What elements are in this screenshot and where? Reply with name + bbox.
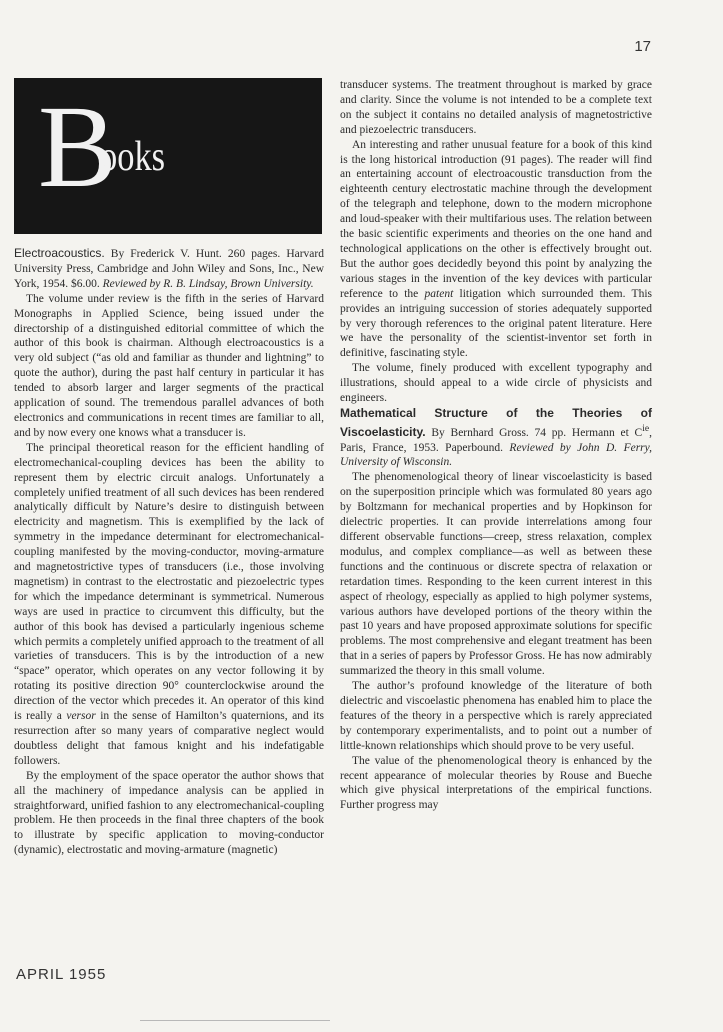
review2-reviewer: Reviewed by John D. Ferry, University of Wisconsin.: [340, 441, 652, 469]
review1-heading: [14, 246, 324, 292]
review2-meta: By Bernhard Gross. 74 pp. Hermann et C: [425, 426, 643, 439]
review1-paragraph: The volume, finely produced with excellent typography and illustrations, should appeal to a wide circle of physicists and engineers.: [340, 362, 652, 405]
page-number: 17: [634, 38, 651, 55]
review1-paragraph: The volume under review is the fifth in the series of Harvard Monographs in Applied Science, being issued under the directorship of a distinguished editorial committee of which the author of this book is chairman. Although electroacoustics is a very old subject (“as old and familiar as thunder and lightning” to quote the author), during the past half century in particular it has tended to absorb larger and larger segments of the practical application of sound. The tremendous parallel advances of both electronics and communications in recent times are familiar to all, and by now every one knows what a transducer is.: [14, 292, 324, 439]
section-title-rest: ooks: [100, 134, 166, 180]
section-initial-letter: B: [38, 81, 117, 212]
review1-paragraph: The principal theoretical reason for the efficient handling of electromechanical-coupling devices has been the ability to represent them by electric circuit analogs. Unfortunately a completely unified treatment of all such devices has been rendered analytically difficult by Nature’s desire to distinguish between electricity and magnetism. This is exemplified by the lack of symmetry in the impedance determinant for electromechanical-coupling manifested by the moving-conductor, moving-armature and magnetostrictive types of transducers (i.e., those involving magnetism) in contrast to the electrostatic and piezoelectric types for which the impedance determinant is symmetrical. Numerous ways are used in practice to circumvent this difficulty, but the author of this book has devised a particularly ingenious scheme which permits a completely unified approach to the treatment of all varieties of transducers. This is by the introduction of a new “space” operator, which operates on any vector following it by rotating its positive direction 90° counterclockwise around the direction of the vector which precedes it. An operator of this kind is really a versor in the sense of Hamilton’s quaternions, and its resurrection after so many years of comparative neglect would doubtless delight that famous knight and his indefatigable followers.: [14, 441, 325, 767]
review1-paragraph: An interesting and rather unusual feature for a book of this kind is the long historical introduction (91 pages). The reader will find an entertaining account of electroacoustic transduction from the eighteenth century electrostatic machine through the development of the telegraph and telephone, down to the modern microphone and loud-speaker with their multifarious uses. The relation between the basic scientific experiments and theories on the one hand and technological applications on the other is effectively brought out. But the author goes decidedly beyond this point by analyzing the various stages in the invention of the key devices with particular reference to the patent litigation which surrounded them. This provides an intriguing succession of stories adequately supported by very thorough references to the original patent literature. Here we have the personality of the scientist-inventor set forth in definitive, fascinating style.: [340, 138, 652, 360]
left-column: [14, 246, 324, 858]
review2-title: Mathematical Structure of the Theories of Viscoelasticity.: [340, 405, 652, 439]
review1-reviewer: Reviewed by R. B. Lindsay, Brown University.: [102, 277, 314, 290]
section-banner: [14, 78, 322, 234]
issue-date-footer: APRIL 1955: [16, 966, 107, 983]
review2-heading: Mathematical Structure of the Theories of Viscoelasticity. By Bernhard Gross. 74 pp. Hermann et $C^{ie}$, Paris, France, 1953. Paperbound. Reviewed by John D. Ferry, University of Wisconsin.: [340, 405, 652, 469]
review2-paragraph: The value of the phenomenological theory is enhanced by the recent appearance of molecular theories by Rouse and Bueche which give physical interpretations of the empirical functions. Further progress may: [340, 754, 652, 812]
review2-paragraph: The author’s profound knowledge of the literature of both dielectric and viscoelastic phenomena has enabled him to place the features of the theory in a perspective which is rarely appreciated by contemporary experimentalists, and to point out a number of little-known relationships which should prove to be very useful.: [340, 680, 652, 752]
right-column: [340, 78, 652, 813]
review1-paragraph-continued: transducer systems. The treatment throughout is marked by grace and clarity. Since the volume is not intended to be a complete text on the subject it contains no detailed analysis of magnetostrictive and piezoelectric transducers.: [340, 79, 652, 136]
review1-meta: By Frederick V. Hunt. 260 pages. Harvard University Press, Cambridge and John Wiley and Sons, Inc., New York, 1954. $6.00.: [14, 248, 324, 290]
footer-rule: [140, 1020, 330, 1021]
review2-paragraph: The phenomenological theory of linear viscoelasticity is based on the superposition principle which was formulated 80 years ago by Boltzmann for mechanical properties and by Hopkinson for dielectric properties. It can provide interrelations among four different observable functions—creep, stress relaxation, complex modulus, and complex compliance—as well as between these functions and the continuous or discrete spectra of relaxation or retardation times. Responding to the keen current interest in this aspect of rheology, especially as applied to high polymer systems, various authors have developed portions of the theory within the past 10 years and have proposed approximate solutions for specific problems. The most comprehensive and elegant treatment has been that in a series of papers by Professor Gross. He has now admirably summarized the theory in this small volume.: [340, 471, 652, 678]
review1-title: Electroacoustics.: [14, 246, 105, 260]
review1-paragraph: By the employment of the space operator the author shows that all the machinery of impedance analysis can be applied in straightforward, unified fashion to any electromechanical-coupling problem. He then proceeds in the final three chapters of the book to illustrate by specific application to moving-conductor (dynamic), electrostatic and moving-armature (magnetic): [14, 769, 324, 857]
